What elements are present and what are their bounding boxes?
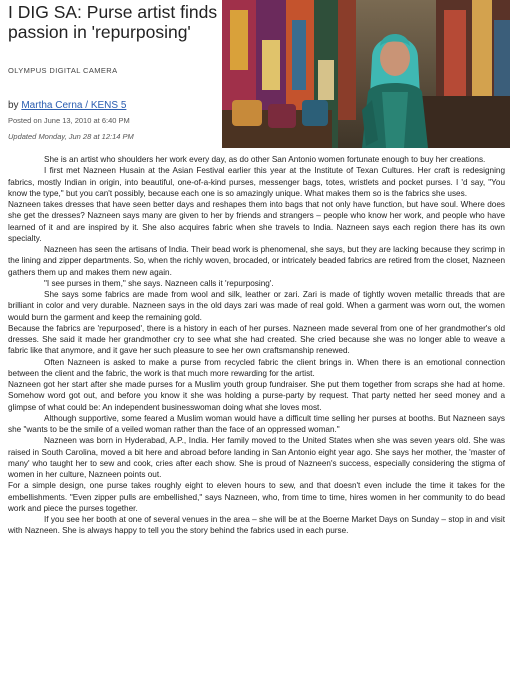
paragraph: Often Nazneen is asked to make a purse from recycled fabric the client brings in. When there is an emotional connection between the client and the fabric, the work is that much more rewarding for the artist. bbox=[8, 357, 505, 378]
paragraph: She says some fabrics are made from wool and silk, leather or zari. Zari is made of tightly woven metallic threads that are brilliant in color and very durable. Nazneen says in the old days zari was made of real gold. When a garment was worn out, the women would burn the garment and keep the remaining gold. bbox=[8, 290, 505, 322]
paragraph: Nazneen has seen the artisans of India. Their bead work is phenomenal, she says, but they are lacking because they scrimp in the lining and zipper departments. So, when the richly woven, brocaded, or intricately beaded fabrics are retired from the closet, Nazneen gathers them up and makes them new again. bbox=[8, 245, 505, 277]
byline bbox=[8, 100, 126, 111]
paragraph: For a simple design, one purse takes roughly eight to eleven hours to sew, and that doesn't even include the time it takes for the embellishments. "Even zipper pulls are embellished," says Nazneen, who, from time to time, hires women in her community to do bead work and piece the purses together. bbox=[8, 481, 505, 513]
paragraph: Nazneen was born in Hyderabad, A.P., India. Her family moved to the United States when she was seven years old. She was raised in South Carolina, moved a bit here and abroad before landing in San Antonio eight year ago. She says her mother, the 'master of many' who taught her to sew and cook, cries after each show. She is proud of Nazneen's success, especially considering the stigma of women in her culture, Nazneen points out. bbox=[8, 436, 505, 479]
posted-date: Posted on June 13, 2010 at 6:40 PM bbox=[8, 116, 130, 125]
article-headline: I DIG SA: Purse artist finds passion in 'repurposing' bbox=[8, 2, 218, 42]
paragraph: Nazneen got her start after she made purses for a Muslim youth group fundraiser. She put them together from scraps she had at home. Somehow word got out, and before you know it she was holding a purse-party by request. That party netted her seed money and a glimpse of what could be: An independent businesswoman doing what she loves most. bbox=[8, 380, 505, 412]
paragraph: She is an artist who shoulders her work every day, as do other San Antonio women fortunate enough to buy her creations. bbox=[44, 155, 486, 164]
author-link[interactable]: Martha Cerna / KENS 5 bbox=[21, 100, 127, 111]
paragraph: Although supportive, some feared a Muslim woman would have a difficult time selling her purses at booths. But Nazneen says she "wants to be the smile of a veiled woman rather than the face of an oppressed woman." bbox=[8, 413, 505, 434]
paragraph: If you see her booth at one of several venues in the area – she will be at the Boerne Market Days on Sunday – stop in and visit with Nazneen. She is always happy to tell you the story behind the fabrics used in each purse. bbox=[8, 515, 505, 536]
paragraph: Nazneen takes dresses that have seen better days and reshapes them into bags that not only have function, but have soul. Where does she get the dresses? Nazneen says many are given to her by friends and strangers – people who know her work, and people who have learned of it and are inspired by it. She also acquires fabric when she travels to India. Nazneen says each region there has its own specialty. bbox=[8, 200, 505, 243]
photo-caption: OLYMPUS DIGITAL CAMERA bbox=[8, 66, 118, 75]
updated-date: Updated Monday, Jun 28 at 12:14 PM bbox=[8, 132, 134, 141]
paragraph: "I see purses in them," she says. Nazneen calls it 'repurposing'. bbox=[44, 278, 274, 288]
article-photo bbox=[222, 0, 510, 148]
paragraph: I first met Nazneen Husain at the Asian Festival earlier this year at the Institute of Texan Cultures. Her craft is redesigning fabrics, mostly Indian in origin, into beautiful, one-of-a-kind purses, messenger bags, totes, wristlets and pocket purses. I 'd say, "You know the type," but you can't possibly, because each one is so amazingly unique. What makes them so is the fabrics she uses. bbox=[8, 166, 505, 198]
paragraph: Because the fabrics are 'repurposed', there is a history in each of her purses. Nazneen made several from one of her grandmother's old dresses. She said it made her grandmother cry to see what she had created. She cried because she was no longer able to weave a fabric like that anymore, and it gave her such pleasure to see her own craftsmanship renewed. bbox=[8, 323, 505, 356]
byline-prefix: by bbox=[8, 100, 22, 111]
article-body bbox=[8, 154, 505, 537]
